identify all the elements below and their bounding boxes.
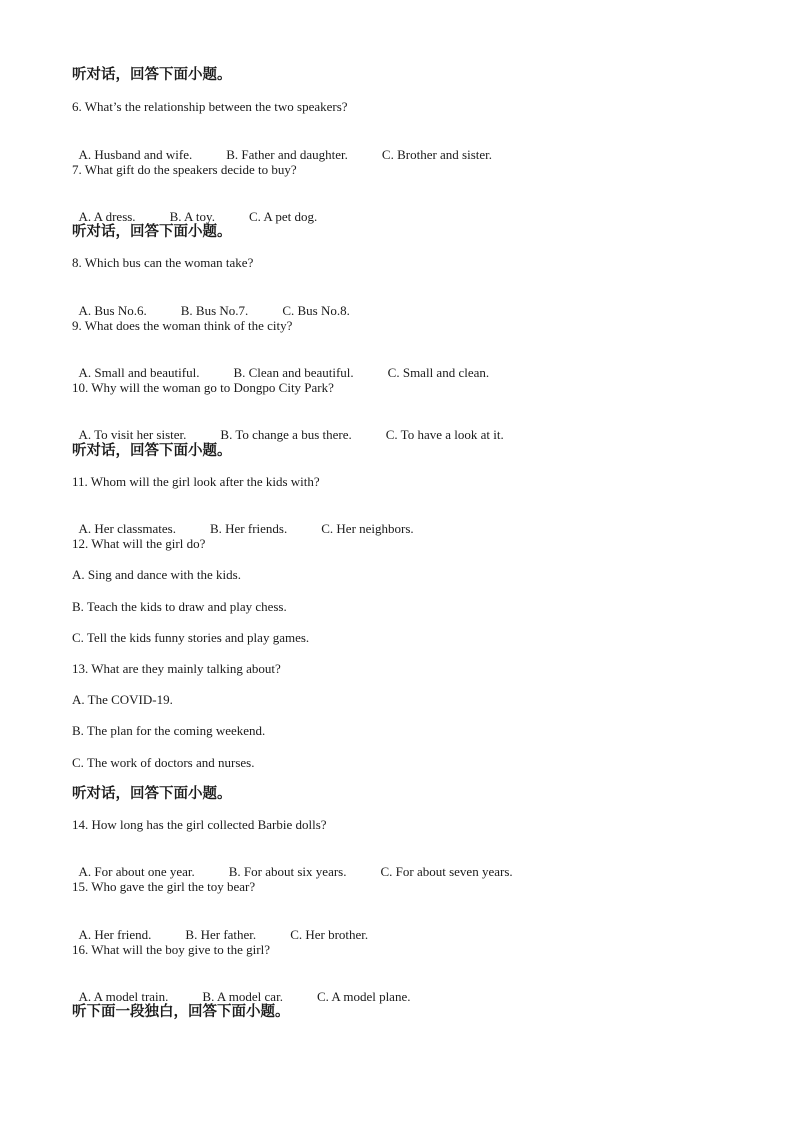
question-options bbox=[72, 349, 489, 381]
option-c: C. Her brother. bbox=[290, 927, 369, 942]
option-a: A. Small and beautiful. bbox=[78, 365, 200, 380]
question-stem: 7. What gift do the speakers decide to buy? bbox=[72, 162, 297, 177]
option-a: A. Her friend. bbox=[78, 927, 152, 942]
section-heading: 听对话，回答下面小题。 bbox=[72, 786, 232, 802]
option-a: A. To visit her sister. bbox=[78, 427, 187, 442]
question-stem: 13. What are they mainly talking about? bbox=[72, 661, 281, 676]
option-c: C. A model plane. bbox=[316, 989, 411, 1004]
question-stem: 16. What will the boy give to the girl? bbox=[72, 942, 270, 957]
question-options bbox=[72, 411, 504, 443]
option-a: A. For about one year. bbox=[78, 864, 195, 879]
option-b: B. Her friends. bbox=[209, 521, 288, 536]
option-a: A. A model train. bbox=[78, 989, 169, 1004]
option-c: C. Small and clean. bbox=[387, 365, 490, 380]
question-stem: 8. Which bus can the woman take? bbox=[72, 255, 254, 270]
question-options bbox=[72, 505, 414, 537]
option-a: A. Her classmates. bbox=[78, 521, 176, 536]
option-b: B. Father and daughter. bbox=[226, 147, 348, 162]
question-options bbox=[72, 848, 513, 880]
option-b: B. For about six years. bbox=[228, 864, 347, 879]
question-stem: 10. Why will the woman go to Dongpo City Park? bbox=[72, 380, 334, 395]
option-b: B. To change a bus there. bbox=[220, 427, 352, 442]
option-c: C. A pet dog. bbox=[248, 209, 318, 224]
option-c: C. To have a look at it. bbox=[385, 427, 504, 442]
option-a: A. Bus No.6. bbox=[78, 303, 147, 318]
option-b: B. Her father. bbox=[185, 927, 257, 942]
section-heading: 听对话，回答下面小题。 bbox=[72, 67, 232, 83]
section-heading: 听对话，回答下面小题。 bbox=[72, 443, 232, 459]
section-heading: 听对话，回答下面小题。 bbox=[72, 224, 232, 240]
question-stem: 12. What will the girl do? bbox=[72, 536, 206, 551]
option-c: C. For about seven years. bbox=[380, 864, 513, 879]
section-heading: 听下面一段独白，回答下面小题。 bbox=[72, 1004, 290, 1020]
option-b: B. The plan for the coming weekend. bbox=[72, 723, 266, 738]
question-options bbox=[72, 287, 350, 319]
question-stem: 6. What’s the relationship between the two speakers? bbox=[72, 99, 348, 114]
question-options bbox=[72, 193, 317, 225]
option-c: C. Her neighbors. bbox=[321, 521, 414, 536]
option-b: B. Clean and beautiful. bbox=[233, 365, 354, 380]
option-c: C. Tell the kids funny stories and play games. bbox=[72, 630, 310, 645]
question-options bbox=[72, 973, 410, 1005]
option-c: C. Brother and sister. bbox=[381, 147, 493, 162]
option-c: C. The work of doctors and nurses. bbox=[72, 755, 255, 770]
option-c: C. Bus No.8. bbox=[282, 303, 350, 318]
option-a: A. Husband and wife. bbox=[78, 147, 193, 162]
question-options bbox=[72, 911, 368, 943]
option-a: A. Sing and dance with the kids. bbox=[72, 567, 241, 582]
question-stem: 14. How long has the girl collected Barbie dolls? bbox=[72, 817, 327, 832]
option-a: A. The COVID-19. bbox=[72, 692, 173, 707]
question-stem: 15. Who gave the girl the toy bear? bbox=[72, 879, 256, 894]
option-b: B. Bus No.7. bbox=[180, 303, 249, 318]
question-stem: 9. What does the woman think of the city? bbox=[72, 318, 293, 333]
option-b: B. A model car. bbox=[202, 989, 283, 1004]
question-options bbox=[72, 131, 492, 163]
question-stem: 11. Whom will the girl look after the kids with? bbox=[72, 474, 320, 489]
option-b: B. Teach the kids to draw and play chess. bbox=[72, 599, 287, 614]
option-b: B. A toy. bbox=[169, 209, 215, 224]
option-a: A. A dress. bbox=[78, 209, 136, 224]
